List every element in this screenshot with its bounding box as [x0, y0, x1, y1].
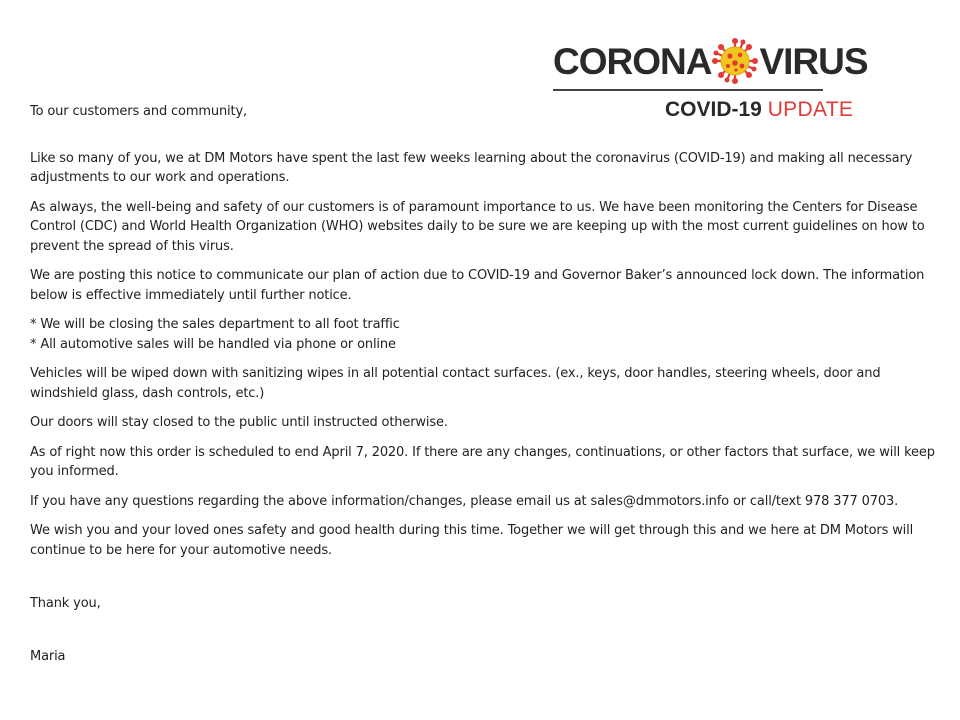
logo-update-label: UPDATE: [767, 98, 854, 121]
letter-body: [30, 102, 935, 666]
list-item: * We will be closing the sales department to all foot traffic: [30, 317, 400, 332]
letter-paragraph: We are posting this notice to communicate our plan of action due to COVID-19 and Governor Baker’s announced lock down. The information below is effective immediately until further notice.: [30, 268, 925, 303]
virus-icon: [712, 38, 758, 84]
letter-paragraph: As of right now this order is scheduled to end April 7, 2020. If there are any changes, continuations, or other factors that surface, we will keep you informed.: [30, 444, 935, 479]
letter-signature: Maria: [30, 648, 66, 664]
logo-word-virus: VIRUS: [759, 40, 868, 82]
letter-greeting: To our customers and community,: [30, 104, 247, 119]
logo-word-corona: CORONA: [553, 40, 712, 82]
letter-paragraph: If you have any questions regarding the above information/changes, please email us at sales@dmmotors.info or call/text 978 377 0703.: [30, 493, 899, 509]
list-item: * All automotive sales will be handled via phone or online: [30, 336, 396, 352]
logo-wordmark: [553, 36, 868, 86]
letter-paragraph: Vehicles will be wiped down with sanitizing wipes in all potential contact surfaces. (ex., keys, door handles, steering wheels, door and windshield glass, dash controls, etc.): [30, 366, 881, 401]
letter-paragraph: Our doors will stay closed to the public until instructed otherwise.: [30, 415, 448, 430]
letter-paragraph: As always, the well-being and safety of our customers is of paramount importance to us. We have been monitoring the Centers for Disease Control (CDC) and World Health Organization (WHO) websites daily to be sure we are keeping up with the most current guidelines on how to prevent the spread of this virus.: [30, 199, 925, 254]
action-list: [30, 315, 935, 354]
logo-divider: [553, 89, 823, 91]
logo-covid-label: COVID-19: [665, 98, 762, 121]
letter-paragraph: We wish you and your loved ones safety and good health during this time. Together we will get through this and we here at DM Motors will continue to be here for your automotive needs.: [30, 523, 914, 558]
letter-paragraph: Like so many of you, we at DM Motors have spent the last few weeks learning about the coronavirus (COVID-19) and making all necessary adjustments to our work and operations.: [30, 150, 913, 185]
letter-closing: Thank you,: [30, 596, 101, 611]
